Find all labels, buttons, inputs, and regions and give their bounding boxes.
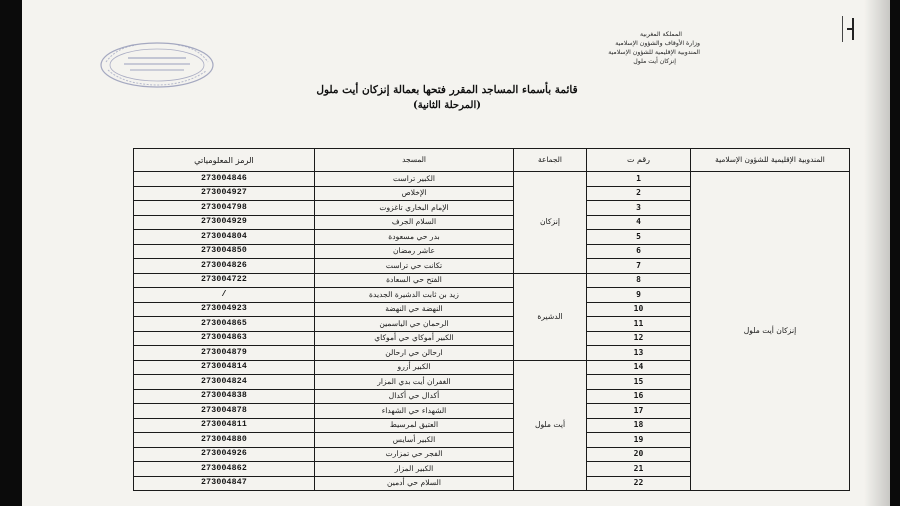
- mosque-code: 273004850: [134, 244, 315, 259]
- row-number: 15: [587, 375, 691, 390]
- margin-stroke: [842, 16, 844, 42]
- row-number: 21: [587, 462, 691, 477]
- mosque-code: 273004923: [134, 302, 315, 317]
- document-title: [272, 82, 622, 114]
- mosque-code: 273004863: [134, 331, 315, 346]
- mosque-name: الرحمان حي الياسمين: [315, 317, 514, 332]
- mosque-name: الإخلاص: [315, 186, 514, 201]
- row-number: 10: [587, 302, 691, 317]
- mosque-code: 273004804: [134, 230, 315, 245]
- row-number: 6: [587, 244, 691, 259]
- mosque-name: بدر حي مسعودة: [315, 230, 514, 245]
- mosque-code: 273004927: [134, 186, 315, 201]
- mosque-name: الغفران أيت بدي المزار: [315, 375, 514, 390]
- mosque-name: الكبير أسايس: [315, 433, 514, 448]
- mosque-name: تكانت حي تراست: [315, 259, 514, 274]
- mosque-name: أكدال حي أكدال: [315, 389, 514, 404]
- row-number: 16: [587, 389, 691, 404]
- mosque-code: 273004838: [134, 389, 315, 404]
- row-number: 3: [587, 201, 691, 216]
- row-number: 1: [587, 172, 691, 187]
- mosques-table: [133, 148, 850, 491]
- page-edge-shadow: [864, 0, 890, 506]
- mosque-name: زيد بن ثابت الدشيرة الجديدة: [315, 288, 514, 303]
- mosque-name: الكبير المزار: [315, 462, 514, 477]
- letterhead-line: وزارة الأوقاف والشؤون الإسلامية: [615, 40, 700, 47]
- letterhead-line: المندوبية الإقليمية للشؤون الإسلامية: [608, 49, 700, 56]
- row-number: 7: [587, 259, 691, 274]
- row-number: 2: [587, 186, 691, 201]
- table-header-row: [134, 149, 850, 172]
- mosque-code: 273004798: [134, 201, 315, 216]
- title-main: قائمة بأسماء المساجد المقرر فتحها بعمالة إنزكان أيت ملول: [316, 84, 578, 96]
- margin-mark: [852, 18, 854, 40]
- mosque-code: 273004847: [134, 476, 315, 491]
- letterhead-line: إنزكان أيت ملول: [633, 58, 676, 65]
- commune-cell: إنزكان: [514, 172, 587, 274]
- row-number: 18: [587, 418, 691, 433]
- mosque-name: السلام الجرف: [315, 215, 514, 230]
- commune-cell: الدشيرة: [514, 273, 587, 360]
- row-number: 9: [587, 288, 691, 303]
- mosque-code: 273004862: [134, 462, 315, 477]
- mosque-name: الكبير تراست: [315, 172, 514, 187]
- mosque-code: 273004722: [134, 273, 315, 288]
- row-number: 14: [587, 360, 691, 375]
- scanned-document: [22, 0, 890, 506]
- row-number: 5: [587, 230, 691, 245]
- table-row: [134, 172, 850, 187]
- mosque-code: 273004926: [134, 447, 315, 462]
- mosque-code: 273004826: [134, 259, 315, 274]
- mosque-name: الفتح حي السعادة: [315, 273, 514, 288]
- mosque-name: الفجر حي تمزارت: [315, 447, 514, 462]
- letterhead-line: المملكة المغربية: [640, 31, 682, 38]
- header-number: رقم ت: [587, 149, 691, 172]
- mosque-name: ارحالن حي ارحالن: [315, 346, 514, 361]
- row-number: 19: [587, 433, 691, 448]
- header-code: الرمز المعلومياتي: [134, 149, 315, 172]
- mosque-code: /: [134, 288, 315, 303]
- mosque-name: عاشر رمضان: [315, 244, 514, 259]
- mosque-code: 273004814: [134, 360, 315, 375]
- mosque-name: النهضة حي النهضة: [315, 302, 514, 317]
- header-commune: الجماعة: [514, 149, 587, 172]
- mosque-name: الكبير أزرو: [315, 360, 514, 375]
- row-number: 12: [587, 331, 691, 346]
- row-number: 22: [587, 476, 691, 491]
- header-mosque: المسجد: [315, 149, 514, 172]
- mosque-name: الكبير أموكاي حي أموكاي: [315, 331, 514, 346]
- mosque-code: 273004865: [134, 317, 315, 332]
- mosque-code: 273004846: [134, 172, 315, 187]
- mosque-name: الشهداء حي الشهداء: [315, 404, 514, 419]
- row-number: 8: [587, 273, 691, 288]
- mosque-code: 273004824: [134, 375, 315, 390]
- mosque-code: 273004929: [134, 215, 315, 230]
- official-stamp: [98, 40, 216, 90]
- directorate-cell: إنزكان أيت ملول: [691, 172, 850, 491]
- row-number: 20: [587, 447, 691, 462]
- header-directorate: المندوبية الإقليمية للشؤون الإسلامية: [691, 149, 850, 172]
- mosque-name: العتيق لمرسيط: [315, 418, 514, 433]
- title-phase: (المرحلة الثانية): [413, 100, 481, 111]
- row-number: 13: [587, 346, 691, 361]
- letterhead: [550, 30, 700, 66]
- mosque-name: السلام حي أدمين: [315, 476, 514, 491]
- row-number: 4: [587, 215, 691, 230]
- commune-cell: أيت ملول: [514, 360, 587, 491]
- mosque-code: 273004811: [134, 418, 315, 433]
- mosque-code: 273004880: [134, 433, 315, 448]
- mosque-code: 273004879: [134, 346, 315, 361]
- row-number: 17: [587, 404, 691, 419]
- mosque-code: 273004878: [134, 404, 315, 419]
- mosque-name: الإمام البخاري تاغزوت: [315, 201, 514, 216]
- row-number: 11: [587, 317, 691, 332]
